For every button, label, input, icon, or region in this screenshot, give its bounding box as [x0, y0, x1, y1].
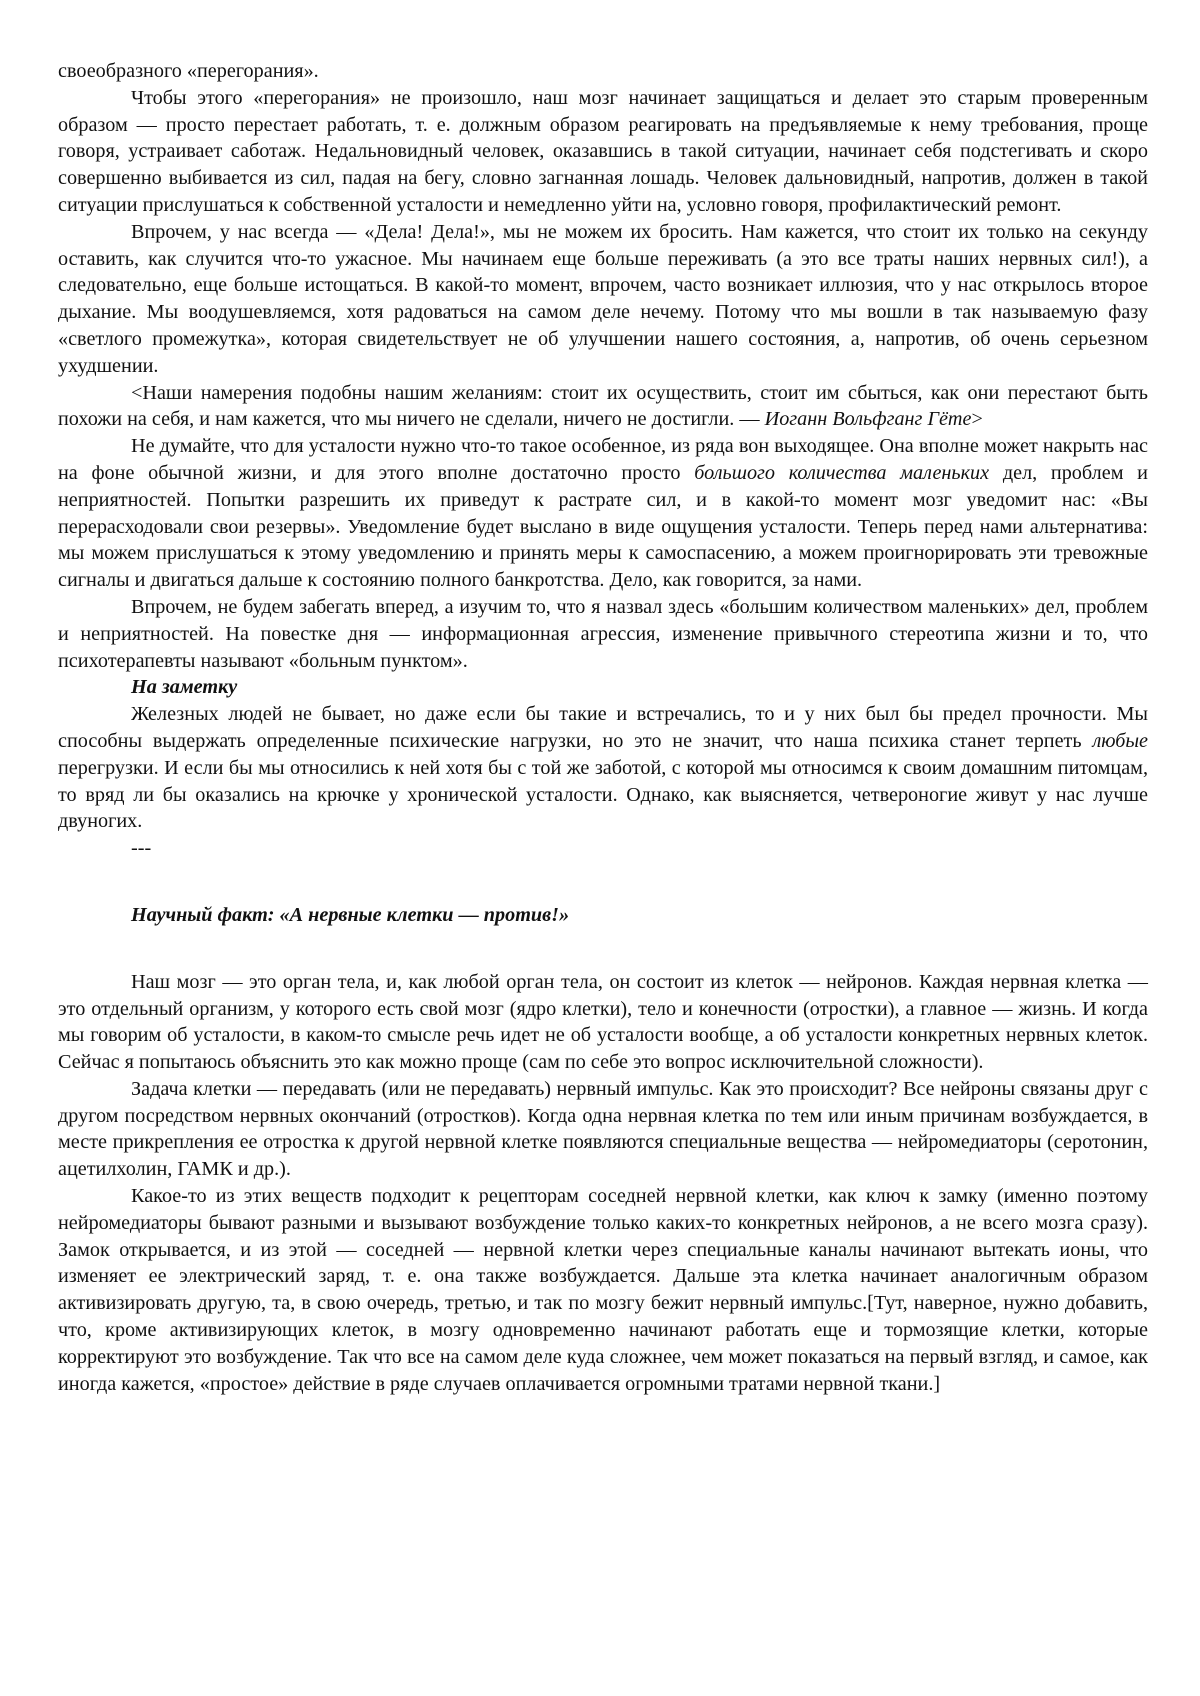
paragraph-nerve-impulse: Задача клетки — передавать (или не передавать) нервный импульс. Как это происходит? Все нейроны связаны друг с другом посредством нервных окончаний (отростков). Когда одна нервная клетка по тем или иным причинам возбуждается, в месте прикрепления ее отростка к другой нервной клетке появляются специальные вещества — нейромедиаторы (серотонин, ацетилхолин, ГАМК и др.).: [58, 1077, 1148, 1181]
paragraph-neurons: Наш мозг — это орган тела, и, как любой орган тела, он состоит из клеток — нейронов. Каждая нервная клетка — это отдельный организм, у которого есть свой мозг (ядро клетки), тело и конечности (отростки), а главное — жизнь. И когда мы говорим об усталости, в каком-то смысле речь идет не об усталости вообще, а об усталости конкретных нервных клеток. Сейчас я попытаюсь объяснить это как можно проще (сам по себе это вопрос исключительной сложности).: [58, 970, 1148, 1074]
document-page: [58, 58, 1148, 1397]
paragraph-small-things-part1: Не думайте, что для усталости нужно что-то такое особенное, из ряда вон выходящее. Она вполне может накрыть нас на фоне обычной жизни, и для этого вполне достаточно просто: [58, 435, 1148, 484]
science-fact-title: Научный факт: «А нервные клетки — против!»: [131, 903, 570, 926]
quote-close: >: [971, 408, 983, 431]
paragraph-continuation: своеобразного «перегорания».: [58, 60, 319, 82]
note-heading: На заметку: [131, 676, 238, 699]
quote-text: <Наши намерения подобны нашим желаниям: стоит их осуществить, стоит им сбыться, как они перестают быть похожи на себя, и нам кажется, что мы ничего не сделали, ничего не достигли. —: [58, 381, 1148, 431]
paragraph-second-wind: Впрочем, у нас всегда — «Дела! Дела!», мы не можем их бросить. Нам кажется, что стоит их только на секунду оставить, как случится что-то ужасное. Мы начинаем еще больше переживать (а это все траты наших нервных сил!), а следовательно, еще больше истощаться. В какой-то момент, впрочем, часто возникает иллюзия, что у нас открылось второе дыхание. Мы воодушевляемся, хотя радоваться на самом деле нечему. Потому что мы вошли в так называемую фазу «светлого промежутка», которая свидетельствует не об улучшении нашего состояния, а, напротив, об очень серьезном ухудшении.: [58, 220, 1148, 377]
emphasis-small-things: большого количества маленьких: [694, 461, 990, 484]
emphasis-any: любые: [1092, 729, 1148, 752]
goethe-quote: [58, 380, 1148, 434]
paragraph-small-things-part2: дел, проблем и неприятностей. Попытки разрешить их приведут к растрате сил, и в какой-то момент мозг уведомит нас: «Вы перерасходовали свои резервы». Уведомление будет выслано в виде ощущения усталости. Теперь перед нами альтернатива: мы можем прислушаться к этому уведомлению и принять меры к самоспасению, а можем проигнорировать эти тревожные сигналы и двигаться дальше к состоянию полного банкротства. Дело, как говорится, за нами.: [58, 461, 1148, 592]
paragraph-iron-people-part2: перегрузки. И если бы мы относились к ней хотя бы с той же заботой, с которой мы относимся к своим домашним питомцам, то вряд ли бы оказались на крючке у хронической усталости. Однако, как выясняется, четвероногие живут у нас лучше двуногих.: [58, 756, 1148, 833]
paragraph-iron-people: [58, 701, 1148, 835]
quote-author: Иоганн Вольфганг Гёте: [764, 408, 972, 431]
paragraph-small-things: [58, 433, 1148, 594]
paragraph-iron-people-part1: Железных людей не бывает, но даже если бы такие и встречались, то и у них был бы предел прочности. Мы способны выдержать определенные психические нагрузки, но это не значит, что наша психика станет терпеть: [58, 703, 1148, 752]
paragraph-brain-sabotage: Чтобы этого «перегорания» не произошло, наш мозг начинает защищаться и делает это старым проверенным образом — просто перестает работать, т. е. должным образом реагировать на предъявляемые к нему требования, проще говоря, устраивает саботаж. Недальновидный человек, оказавшись в такой ситуации, начинает себя подстегивать и скоро совершенно выбивается из сил, падая на бегу, словно загнанная лошадь. Человек дальновидный, напротив, должен в такой ситуации прислушаться к собственной усталости и немедленно уйти на, условно говоря, профилактический ремонт.: [58, 86, 1148, 216]
paragraph-key-lock: Какое-то из этих веществ подходит к рецепторам соседней нервной клетки, как ключ к замку (именно поэтому нейромедиаторы бывают разными и вызывают возбуждение только каких-то конкретных нейронов, а не всего мозга сразу). Замок открывается, и из этой — соседней — нервной клетки через специальные каналы начинают вытекать ионы, что изменяет ее электрический заряд, т. е. она также возбуждается. Дальше эта клетка начинает аналогичным образом активизировать другую, та, в свою очередь, третью, и так по мозгу бежит нервный импульс.[Тут, наверное, нужно добавить, что, кроме активизирующих клеток, в мозгу одновременно начинают работать еще и тормозящие клетки, которые корректируют это возбуждение. Так что все на самом деле куда сложнее, чем может показаться на первый взгляд, и самое, как иногда кажется, «простое» действие в ряде случаев оплачивается огромными тратами нервной ткани.]: [58, 1185, 1148, 1395]
paragraph-agenda: Впрочем, не будем забегать вперед, а изучим то, что я назвал здесь «большим количеством маленьких» дел, проблем и неприятностей. На повестке дня — информационная агрессия, изменение привычного стереотипа жизни и то, что психотерапевты называют «больным пунктом».: [58, 595, 1148, 672]
section-separator: ---: [131, 837, 152, 860]
